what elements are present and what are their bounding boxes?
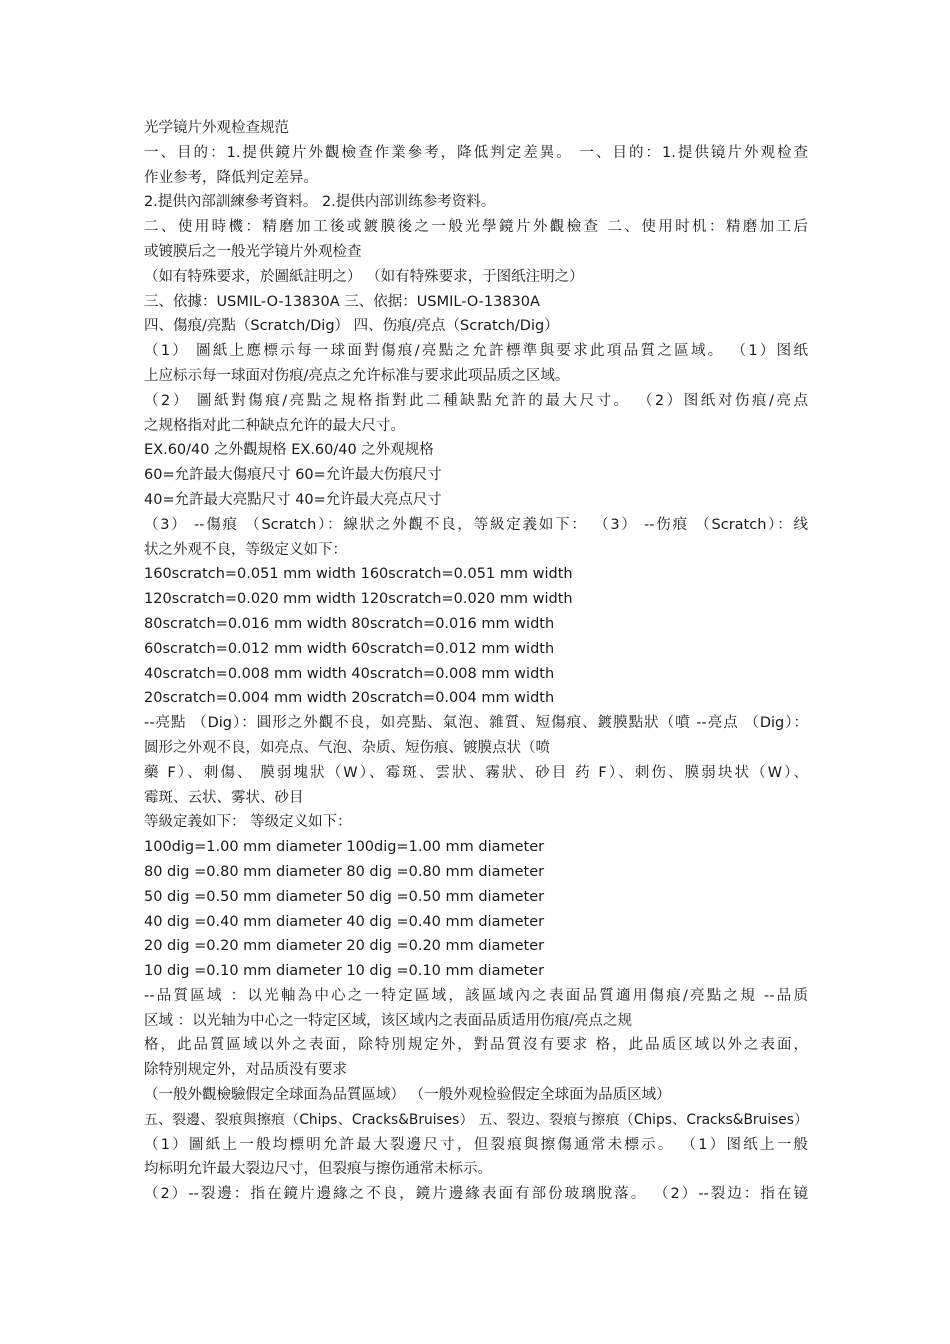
paragraph-line: 160scratch=0.051 mm width 160scratch=0.051 mm width: [144, 566, 573, 583]
paragraph-line: （3） --傷痕 （Scratch）：線狀之外觀不良，等級定義如下： （3） --伤痕 （Scratch）：线: [144, 516, 808, 533]
paragraph-line: （2）--裂邊：指在鏡片邊緣之不良，鏡片邊緣表面有部份玻璃脫落。 （2）--裂边：指在镜: [144, 1186, 808, 1203]
paragraph-line: 120scratch=0.020 mm width 120scratch=0.020 mm width: [144, 591, 573, 608]
paragraph-line: 60=允許最大傷痕尺寸 60=允许最大伤痕尺寸: [144, 467, 442, 484]
paragraph-line: （1）圖紙上一般均標明允許最大裂邊尺寸，但裂痕與擦傷通常未標示。 （1）图纸上一般: [144, 1136, 808, 1153]
paragraph-line: --品質區域 ：以光軸為中心之一特定區域，該區域內之表面品質適用傷痕/亮點之規 --品质: [144, 987, 808, 1004]
paragraph-line: 四、傷痕/亮點（Scratch/Dig） 四、伤痕/亮点（Scratch/Dig）: [144, 318, 559, 335]
paragraph-line: 上应标示每一球面对伤痕/亮点之允许标准与要求此项品质之区域。: [144, 367, 570, 384]
paragraph-line: 100dig=1.00 mm diameter 100dig=1.00 mm diameter: [144, 839, 545, 856]
paragraph-line: 状之外观不良，等级定义如下：: [144, 541, 347, 558]
paragraph-line: 10 dig =0.10 mm diameter 10 dig =0.10 mm diameter: [144, 963, 545, 980]
paragraph-line: 三、依據：USMIL-O-13830A 三、依据：USMIL-O-13830A: [144, 293, 540, 310]
paragraph-line: （1） 圖紙上應標示每一球面對傷痕/亮點之允許標準與要求此項品質之區域。 （1）图纸: [144, 343, 808, 360]
paragraph-line: 圆形之外观不良，如亮点、气泡、杂质、短伤痕、镀膜点状（喷: [144, 739, 550, 756]
paragraph-line: 作业参考，降低判定差异。: [144, 169, 318, 186]
paragraph-line: 60scratch=0.012 mm width 60scratch=0.012 mm width: [144, 640, 555, 657]
paragraph-line: （如有特殊要求，於圖紙註明之） （如有特殊要求，于图纸注明之）: [144, 268, 584, 285]
document-title: 光学镜片外观检查规范: [144, 120, 289, 136]
document-page: [144, 116, 808, 1207]
paragraph-line: 20scratch=0.004 mm width 20scratch=0.004 mm width: [144, 690, 555, 707]
paragraph-line: 一、目的：1.提供鏡片外觀檢查作業參考，降低判定差異。 一、目的：1.提供镜片外观检查: [144, 144, 808, 161]
paragraph-line: 霉斑、云状、雾状、砂目: [144, 789, 304, 806]
paragraph-line: 80 dig =0.80 mm diameter 80 dig =0.80 mm diameter: [144, 863, 545, 880]
paragraph-line: 之规格指对此二种缺点允许的最大尺寸。: [144, 417, 405, 434]
paragraph-line: 40 dig =0.40 mm diameter 40 dig =0.40 mm diameter: [144, 913, 545, 930]
paragraph-line: 40=允許最大亮點尺寸 40=允许最大亮点尺寸: [144, 491, 442, 508]
paragraph-line: 80scratch=0.016 mm width 80scratch=0.016 mm width: [144, 615, 555, 632]
paragraph-line: --亮點 （Dig）：圓形之外觀不良，如亮點、氣泡、雜質、短傷痕、鍍膜點狀（噴 --亮点 （Dig）：: [144, 715, 808, 732]
paragraph-line: 或镀膜后之一般光学镜片外观检查: [144, 243, 362, 260]
paragraph-line: 2.提供內部訓練參考資料。 2.提供内部训练参考资料。: [144, 194, 496, 211]
paragraph-line: 均标明允许最大裂边尺寸，但裂痕与擦伤通常未标示。: [144, 1161, 492, 1178]
paragraph-line: 二、使用時機：精磨加工後或鍍膜後之一般光學鏡片外觀檢查 二、使用时机：精磨加工后: [144, 219, 808, 236]
paragraph-line: 格，此品質區域以外之表面，除特別規定外，對品質沒有要求 格，此品质区域以外之表面，: [144, 1037, 808, 1054]
paragraph-line: 20 dig =0.20 mm diameter 20 dig =0.20 mm diameter: [144, 938, 545, 955]
paragraph-line: 等級定義如下： 等级定义如下：: [144, 814, 352, 831]
document-body: [144, 141, 808, 1207]
paragraph-line: （2） 圖紙對傷痕/亮點之規格指對此二種缺點允許的最大尺寸。 （2）图纸对伤痕/亮点: [144, 392, 808, 409]
paragraph-line: 区域 ：以光轴为中心之一特定区域，该区域内之表面品质适用伤痕/亮点之规: [144, 1012, 632, 1029]
paragraph-line: EX.60/40 之外觀規格 EX.60/40 之外观规格: [144, 442, 434, 459]
paragraph-line: 除特别规定外，对品质没有要求: [144, 1062, 347, 1079]
paragraph-line: 藥 F）、刺傷、 膜弱塊狀（W）、霉斑、雲狀、霧狀、砂目 药 F）、刺伤、膜弱块状（W）、: [144, 764, 808, 781]
paragraph-line: （一般外觀檢驗假定全球面為品質區域） （一般外观检验假定全球面为品质区域）: [144, 1087, 671, 1104]
paragraph-line: 50 dig =0.50 mm diameter 50 dig =0.50 mm diameter: [144, 888, 545, 905]
paragraph-line: 五、裂邊、裂痕與擦痕（Chips、Cracks&Bruises） 五、裂边、裂痕与擦痕（Chips、Cracks&Bruises）: [144, 1111, 808, 1128]
paragraph-line: 40scratch=0.008 mm width 40scratch=0.008 mm width: [144, 665, 555, 682]
